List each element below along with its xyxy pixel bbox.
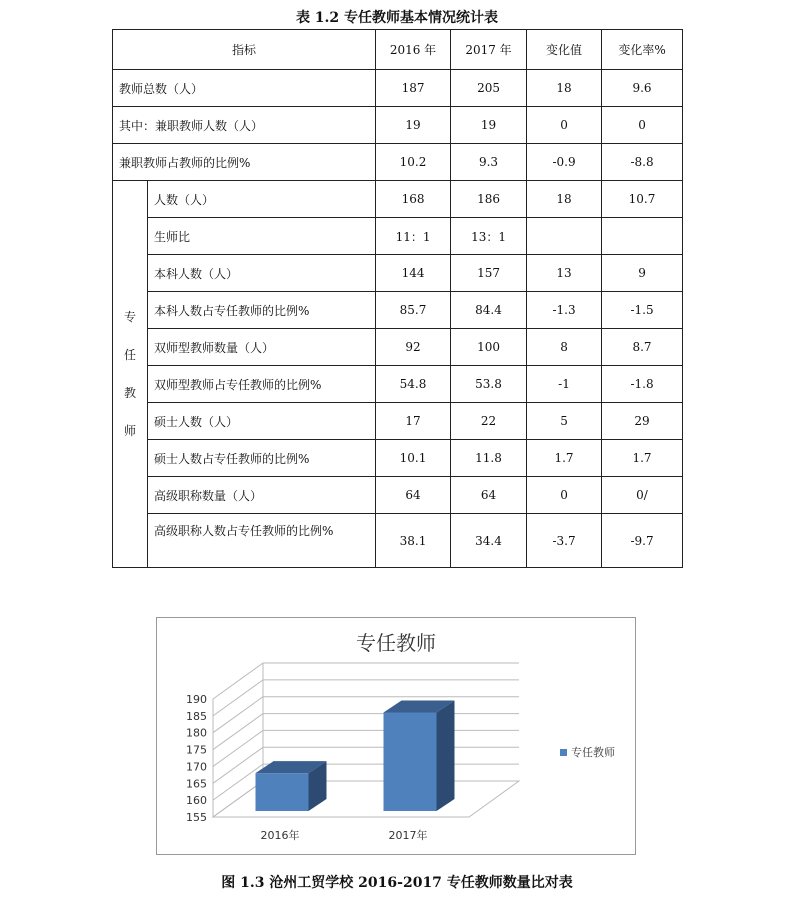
cell-value: 17 <box>376 403 451 440</box>
y-tick-label: 155 <box>186 811 207 824</box>
y-tick-label: 160 <box>186 794 207 808</box>
row-label: 双师型教师数量（人） <box>148 329 376 366</box>
row-label: 本科人数（人） <box>148 255 376 292</box>
cell-value <box>527 218 602 255</box>
table-row <box>113 329 683 366</box>
table-row <box>113 514 683 568</box>
x-tick-labels <box>261 828 428 842</box>
chart-title: 专任教师 <box>356 631 436 655</box>
cell-value: 84.4 <box>451 292 527 329</box>
cell-value: -0.9 <box>527 144 602 181</box>
figure-caption: 图 1.3 沧州工贸学校 2016-2017 专任教师数量比对表 <box>221 875 573 891</box>
cell-value: 100 <box>451 329 527 366</box>
cell-value: 186 <box>451 181 527 218</box>
cell-value: 19 <box>376 107 451 144</box>
cell-value <box>602 218 683 255</box>
chart-legend <box>560 745 615 759</box>
cell-value: 22 <box>451 403 527 440</box>
table-row <box>113 440 683 477</box>
y-tick-labels <box>186 693 207 824</box>
cell-value: 53.8 <box>451 366 527 403</box>
table-row <box>113 144 683 181</box>
cell-value: -9.7 <box>602 514 683 568</box>
row-label: 兼职教师占教师的比例% <box>113 144 376 181</box>
bar-chart <box>157 618 635 854</box>
cell-value: 9.3 <box>451 144 527 181</box>
cell-value: 8.7 <box>602 329 683 366</box>
gridline-side <box>213 730 263 766</box>
table-header-row <box>113 30 683 70</box>
table-row <box>113 107 683 144</box>
cell-value: 187 <box>376 70 451 107</box>
group-label-char: 任 <box>123 348 136 362</box>
y-tick-label: 175 <box>186 743 207 757</box>
cell-value: 205 <box>451 70 527 107</box>
cell-value: 8 <box>527 329 602 366</box>
cell-value: -1 <box>527 366 602 403</box>
cell-value: 13 <box>527 255 602 292</box>
table-row <box>113 366 683 403</box>
cell-value: 38.1 <box>376 514 451 568</box>
chart-bars <box>256 700 455 811</box>
cell-value: 0 <box>527 107 602 144</box>
cell-value: 10.1 <box>376 440 451 477</box>
table-caption: 表 1.2 专任教师基本情况统计表 <box>295 10 499 26</box>
legend-swatch <box>560 749 567 756</box>
row-label: 生师比 <box>148 218 376 255</box>
cell-value: 0/ <box>602 477 683 514</box>
gridline-side <box>213 663 263 699</box>
group-label-char: 师 <box>123 424 136 438</box>
cell-value: 85.7 <box>376 292 451 329</box>
cell-value: -1.3 <box>527 292 602 329</box>
cell-value: 19 <box>451 107 527 144</box>
cell-value: 1.7 <box>527 440 602 477</box>
table-row <box>113 70 683 107</box>
gridline-side <box>213 697 263 733</box>
cell-value: 64 <box>451 477 527 514</box>
row-label: 双师型教师占专任教师的比例% <box>148 366 376 403</box>
cell-value: 18 <box>527 181 602 218</box>
y-tick-label: 165 <box>186 777 207 791</box>
x-tick-label: 2016年 <box>260 829 300 842</box>
table-row <box>113 255 683 292</box>
cell-value: 10.2 <box>376 144 451 181</box>
y-tick-label: 180 <box>186 726 207 740</box>
cell-value: 1.7 <box>602 440 683 477</box>
cell-value: 18 <box>527 70 602 107</box>
group-label-char: 专 <box>123 310 136 324</box>
table-row <box>113 477 683 514</box>
row-label: 硕士人数（人） <box>148 403 376 440</box>
teacher-stats-table <box>112 29 683 568</box>
row-label: 本科人数占专任教师的比例% <box>148 292 376 329</box>
chart-frame <box>156 617 636 855</box>
cell-value: 13：1 <box>451 218 527 255</box>
header-indicator: 指标 <box>113 30 376 70</box>
row-label: 硕士人数占专任教师的比例% <box>148 440 376 477</box>
cell-value: 54.8 <box>376 366 451 403</box>
cell-value: 29 <box>602 403 683 440</box>
cell-value: 9.6 <box>602 70 683 107</box>
header-2017: 2017 年 <box>451 30 527 70</box>
cell-value: 5 <box>527 403 602 440</box>
row-label: 其中：兼职教师人数（人） <box>113 107 376 144</box>
cell-value: -1.8 <box>602 366 683 403</box>
group-label-full-time-teachers <box>113 181 148 568</box>
bar <box>256 773 309 811</box>
header-change-rate: 变化率% <box>602 30 683 70</box>
cell-value: -1.5 <box>602 292 683 329</box>
row-label: 人数（人） <box>148 181 376 218</box>
header-change: 变化值 <box>527 30 602 70</box>
bar-side <box>437 700 455 811</box>
cell-value: 0 <box>602 107 683 144</box>
row-label: 高级职称数量（人） <box>148 477 376 514</box>
y-tick-label: 185 <box>186 709 207 723</box>
gridline-side <box>213 680 263 716</box>
cell-value: 157 <box>451 255 527 292</box>
row-label: 高级职称人数占专任教师的比例% <box>148 514 376 568</box>
table-row <box>113 403 683 440</box>
cell-value: 92 <box>376 329 451 366</box>
table-row <box>113 218 683 255</box>
table-row <box>113 292 683 329</box>
x-tick-label: 2017年 <box>388 829 428 842</box>
cell-value: 0 <box>527 477 602 514</box>
y-tick-label: 170 <box>186 760 207 774</box>
cell-value: -3.7 <box>527 514 602 568</box>
gridline-side <box>213 714 263 750</box>
cell-value: 168 <box>376 181 451 218</box>
y-tick-label: 190 <box>186 693 207 706</box>
cell-value: 11：1 <box>376 218 451 255</box>
cell-value: 144 <box>376 255 451 292</box>
header-2016: 2016 年 <box>376 30 451 70</box>
table-row <box>113 181 683 218</box>
cell-value: 9 <box>602 255 683 292</box>
cell-value: 64 <box>376 477 451 514</box>
cell-value: 10.7 <box>602 181 683 218</box>
cell-value: -8.8 <box>602 144 683 181</box>
cell-value: 34.4 <box>451 514 527 568</box>
legend-label: 专任教师 <box>571 746 615 759</box>
cell-value: 11.8 <box>451 440 527 477</box>
row-label: 教师总数（人） <box>113 70 376 107</box>
group-label-char: 教 <box>123 386 136 400</box>
bar <box>384 712 437 811</box>
